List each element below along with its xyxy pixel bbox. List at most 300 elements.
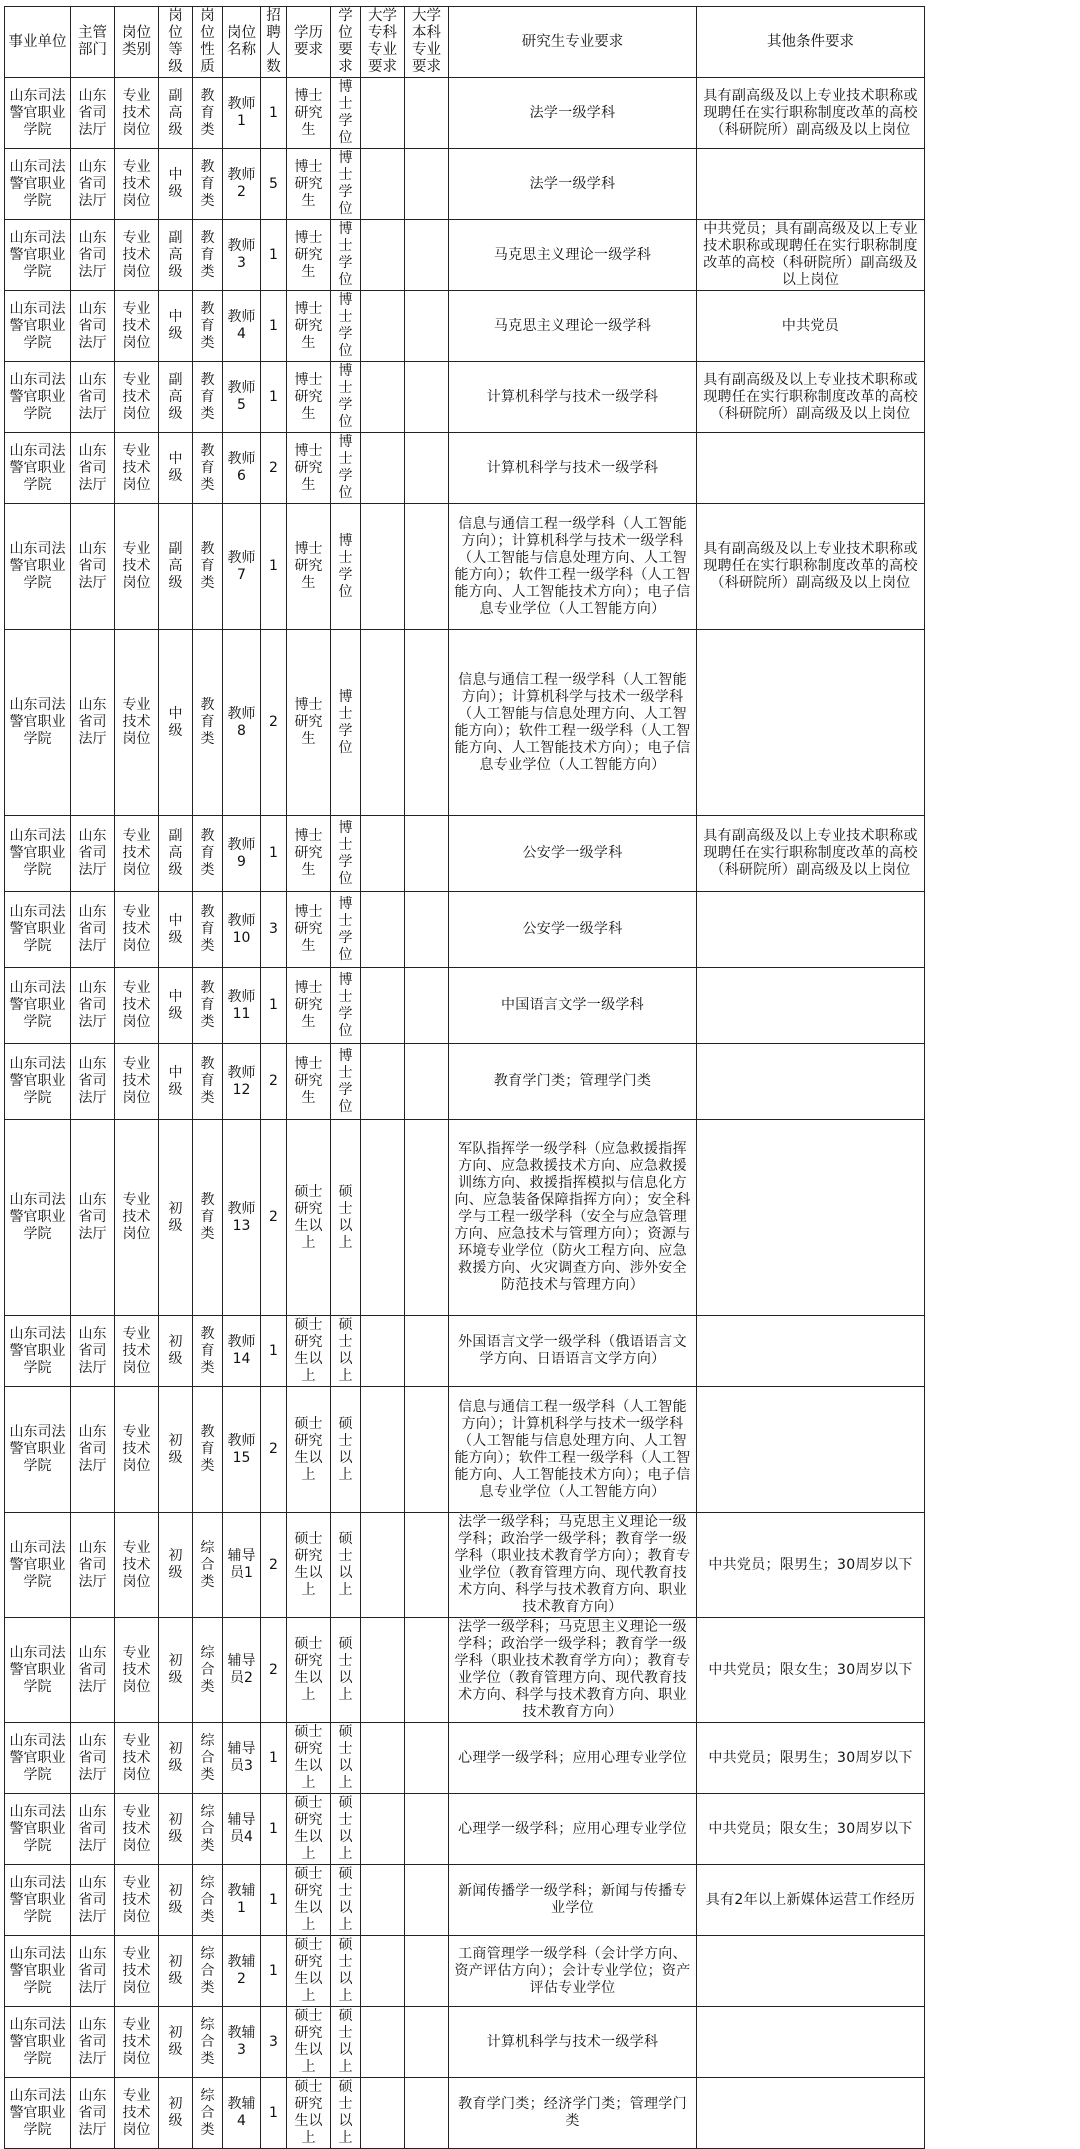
college-major-cell <box>361 2078 405 2149</box>
unit-cell: 山东司法警官职业学院 <box>5 149 71 220</box>
post-cell: 教师3 <box>223 220 261 291</box>
undergrad-major-cell <box>405 1723 449 1794</box>
unit-cell: 山东司法警官职业学院 <box>5 1936 71 2007</box>
grad-major-cell: 信息与通信工程一级学科（人工智能方向）；计算机科学与技术一级学科（人工智能与信息处理方向、人工智能方向）；软件工程一级学科（人工智能方向、人工智能技术方向）；电子信息专业学位（人工智能方向） <box>449 630 697 816</box>
count-cell: 2 <box>261 433 287 504</box>
unit-cell: 山东司法警官职业学院 <box>5 291 71 362</box>
count-cell: 1 <box>261 362 287 433</box>
college-major-cell <box>361 78 405 149</box>
table-row <box>5 504 925 630</box>
degree-cell: 硕士以上 <box>331 1120 361 1316</box>
college-major-cell <box>361 362 405 433</box>
dept-cell: 山东省司法厅 <box>71 968 115 1044</box>
other-conditions-cell <box>697 968 925 1044</box>
table-row <box>5 1044 925 1120</box>
nature-cell: 综合类 <box>193 1936 223 2007</box>
level-cell: 中级 <box>159 630 193 816</box>
post-cell: 教师4 <box>223 291 261 362</box>
nature-cell: 教育类 <box>193 816 223 892</box>
grad-major-cell: 计算机科学与技术一级学科 <box>449 2007 697 2078</box>
table-body <box>5 78 925 2149</box>
count-cell: 1 <box>261 816 287 892</box>
level-cell: 副高级 <box>159 362 193 433</box>
count-cell: 1 <box>261 291 287 362</box>
table-row <box>5 78 925 149</box>
level-cell: 初级 <box>159 2007 193 2078</box>
level-cell: 副高级 <box>159 78 193 149</box>
other-conditions-cell: 具有2年以上新媒体运营工作经历 <box>697 1865 925 1936</box>
grad-major-cell: 法学一级学科 <box>449 149 697 220</box>
grad-major-cell: 心理学一级学科；应用心理专业学位 <box>449 1794 697 1865</box>
undergrad-major-cell <box>405 816 449 892</box>
degree-cell: 硕士以上 <box>331 1513 361 1618</box>
degree-cell: 博士学位 <box>331 630 361 816</box>
dept-cell: 山东省司法厅 <box>71 504 115 630</box>
education-cell: 硕士研究生以上 <box>287 1794 331 1865</box>
category-cell: 专业技术岗位 <box>115 362 159 433</box>
dept-cell: 山东省司法厅 <box>71 816 115 892</box>
undergrad-major-cell <box>405 968 449 1044</box>
education-cell: 博士研究生 <box>287 433 331 504</box>
other-conditions-cell <box>697 2078 925 2149</box>
nature-cell: 教育类 <box>193 78 223 149</box>
post-cell: 辅导员1 <box>223 1513 261 1618</box>
education-cell: 博士研究生 <box>287 362 331 433</box>
grad-major-cell: 军队指挥学一级学科（应急救援指挥方向、应急救援技术方向、应急救援训练方向、救援指挥模拟与信息化方向、应急装备保障指挥方向）；安全科学与工程一级学科（安全与应急管理方向、应急技术与管理方向）；资源与环境专业学位（防火工程方向、应急救援方向、火灾调查方向、涉外安全防范技术与管理方向） <box>449 1120 697 1316</box>
college-major-cell <box>361 433 405 504</box>
undergrad-major-cell <box>405 1513 449 1618</box>
category-cell: 专业技术岗位 <box>115 1618 159 1723</box>
header-dept: 主管部门 <box>71 7 115 78</box>
post-cell: 辅导员2 <box>223 1618 261 1723</box>
grad-major-cell: 信息与通信工程一级学科（人工智能方向）；计算机科学与技术一级学科（人工智能与信息处理方向、人工智能方向）；软件工程一级学科（人工智能方向、人工智能技术方向）；电子信息专业学位（人工智能方向） <box>449 504 697 630</box>
count-cell: 2 <box>261 1387 287 1513</box>
header-undergrad-major: 大学本科专业要求 <box>405 7 449 78</box>
dept-cell: 山东省司法厅 <box>71 149 115 220</box>
nature-cell: 教育类 <box>193 1044 223 1120</box>
dept-cell: 山东省司法厅 <box>71 1618 115 1723</box>
grad-major-cell: 中国语言文学一级学科 <box>449 968 697 1044</box>
nature-cell: 教育类 <box>193 1120 223 1316</box>
grad-major-cell: 马克思主义理论一级学科 <box>449 220 697 291</box>
degree-cell: 博士学位 <box>331 149 361 220</box>
level-cell: 初级 <box>159 1618 193 1723</box>
education-cell: 硕士研究生以上 <box>287 1316 331 1387</box>
education-cell: 博士研究生 <box>287 78 331 149</box>
table-row <box>5 149 925 220</box>
category-cell: 专业技术岗位 <box>115 1120 159 1316</box>
nature-cell: 综合类 <box>193 1794 223 1865</box>
level-cell: 副高级 <box>159 816 193 892</box>
undergrad-major-cell <box>405 1120 449 1316</box>
table-row <box>5 968 925 1044</box>
post-cell: 教师5 <box>223 362 261 433</box>
grad-major-cell: 工商管理学一级学科（会计学方向、资产评估方向）；会计专业学位；资产评估专业学位 <box>449 1936 697 2007</box>
nature-cell: 教育类 <box>193 630 223 816</box>
education-cell: 博士研究生 <box>287 149 331 220</box>
education-cell: 博士研究生 <box>287 291 331 362</box>
table-row <box>5 1618 925 1723</box>
level-cell: 初级 <box>159 1723 193 1794</box>
degree-cell: 硕士以上 <box>331 1723 361 1794</box>
nature-cell: 教育类 <box>193 1316 223 1387</box>
category-cell: 专业技术岗位 <box>115 1794 159 1865</box>
degree-cell: 博士学位 <box>331 968 361 1044</box>
table-row <box>5 291 925 362</box>
table-row <box>5 1316 925 1387</box>
unit-cell: 山东司法警官职业学院 <box>5 630 71 816</box>
unit-cell: 山东司法警官职业学院 <box>5 1120 71 1316</box>
degree-cell: 硕士以上 <box>331 1387 361 1513</box>
unit-cell: 山东司法警官职业学院 <box>5 1387 71 1513</box>
degree-cell: 博士学位 <box>331 291 361 362</box>
level-cell: 初级 <box>159 1387 193 1513</box>
dept-cell: 山东省司法厅 <box>71 2078 115 2149</box>
level-cell: 中级 <box>159 1044 193 1120</box>
grad-major-cell: 外国语言文学一级学科（俄语语言文学方向、日语语言文学方向） <box>449 1316 697 1387</box>
category-cell: 专业技术岗位 <box>115 220 159 291</box>
table-row <box>5 1387 925 1513</box>
education-cell: 博士研究生 <box>287 1044 331 1120</box>
level-cell: 副高级 <box>159 220 193 291</box>
dept-cell: 山东省司法厅 <box>71 2007 115 2078</box>
college-major-cell <box>361 1044 405 1120</box>
unit-cell: 山东司法警官职业学院 <box>5 1316 71 1387</box>
category-cell: 专业技术岗位 <box>115 968 159 1044</box>
other-conditions-cell <box>697 1316 925 1387</box>
undergrad-major-cell <box>405 1044 449 1120</box>
education-cell: 博士研究生 <box>287 816 331 892</box>
post-cell: 教师14 <box>223 1316 261 1387</box>
education-cell: 博士研究生 <box>287 630 331 816</box>
college-major-cell <box>361 1513 405 1618</box>
degree-cell: 博士学位 <box>331 892 361 968</box>
nature-cell: 教育类 <box>193 362 223 433</box>
other-conditions-cell: 中共党员；限女生；30周岁以下 <box>697 1794 925 1865</box>
dept-cell: 山东省司法厅 <box>71 1316 115 1387</box>
degree-cell: 博士学位 <box>331 433 361 504</box>
dept-cell: 山东省司法厅 <box>71 1794 115 1865</box>
degree-cell: 硕士以上 <box>331 2007 361 2078</box>
category-cell: 专业技术岗位 <box>115 2078 159 2149</box>
count-cell: 2 <box>261 1618 287 1723</box>
post-cell: 教辅1 <box>223 1865 261 1936</box>
dept-cell: 山东省司法厅 <box>71 1513 115 1618</box>
post-cell: 教师2 <box>223 149 261 220</box>
degree-cell: 硕士以上 <box>331 1865 361 1936</box>
unit-cell: 山东司法警官职业学院 <box>5 1513 71 1618</box>
count-cell: 2 <box>261 630 287 816</box>
header-post: 岗位名称 <box>223 7 261 78</box>
education-cell: 硕士研究生以上 <box>287 1723 331 1794</box>
nature-cell: 教育类 <box>193 149 223 220</box>
college-major-cell <box>361 1120 405 1316</box>
post-cell: 辅导员4 <box>223 1794 261 1865</box>
unit-cell: 山东司法警官职业学院 <box>5 1618 71 1723</box>
table-row <box>5 816 925 892</box>
unit-cell: 山东司法警官职业学院 <box>5 1723 71 1794</box>
education-cell: 博士研究生 <box>287 892 331 968</box>
other-conditions-cell: 中共党员；限男生；30周岁以下 <box>697 1513 925 1618</box>
unit-cell: 山东司法警官职业学院 <box>5 2007 71 2078</box>
table-row <box>5 1513 925 1618</box>
nature-cell: 教育类 <box>193 892 223 968</box>
header-count: 招聘人数 <box>261 7 287 78</box>
count-cell: 1 <box>261 1794 287 1865</box>
grad-major-cell: 教育学门类；管理学门类 <box>449 1044 697 1120</box>
header-category: 岗位类别 <box>115 7 159 78</box>
other-conditions-cell <box>697 433 925 504</box>
unit-cell: 山东司法警官职业学院 <box>5 1865 71 1936</box>
other-conditions-cell <box>697 630 925 816</box>
grad-major-cell: 法学一级学科；马克思主义理论一级学科；政治学一级学科；教育学一级学科（职业技术教育学方向）；教育专业学位（教育管理方向、现代教育技术方向、科学与技术教育方向、职业技术教育方向） <box>449 1618 697 1723</box>
dept-cell: 山东省司法厅 <box>71 1044 115 1120</box>
table-row <box>5 892 925 968</box>
unit-cell: 山东司法警官职业学院 <box>5 2078 71 2149</box>
header-unit: 事业单位 <box>5 7 71 78</box>
level-cell: 中级 <box>159 433 193 504</box>
count-cell: 1 <box>261 504 287 630</box>
post-cell: 教师12 <box>223 1044 261 1120</box>
unit-cell: 山东司法警官职业学院 <box>5 968 71 1044</box>
nature-cell: 教育类 <box>193 968 223 1044</box>
other-conditions-cell: 具有副高级及以上专业技术职称或现聘任在实行职称制度改革的高校（科研院所）副高级及以上岗位 <box>697 504 925 630</box>
grad-major-cell: 新闻传播学一级学科；新闻与传播专业学位 <box>449 1865 697 1936</box>
nature-cell: 综合类 <box>193 1618 223 1723</box>
college-major-cell <box>361 630 405 816</box>
level-cell: 中级 <box>159 291 193 362</box>
nature-cell: 教育类 <box>193 433 223 504</box>
level-cell: 初级 <box>159 1120 193 1316</box>
other-conditions-cell: 中共党员；具有副高级及以上专业技术职称或现聘任在实行职称制度改革的高校（科研院所）副高级及以上岗位 <box>697 220 925 291</box>
recruitment-table <box>4 6 925 2149</box>
dept-cell: 山东省司法厅 <box>71 1120 115 1316</box>
dept-cell: 山东省司法厅 <box>71 1936 115 2007</box>
other-conditions-cell <box>697 1120 925 1316</box>
post-cell: 教师1 <box>223 78 261 149</box>
education-cell: 硕士研究生以上 <box>287 2078 331 2149</box>
degree-cell: 博士学位 <box>331 362 361 433</box>
unit-cell: 山东司法警官职业学院 <box>5 1794 71 1865</box>
education-cell: 硕士研究生以上 <box>287 1387 331 1513</box>
other-conditions-cell <box>697 892 925 968</box>
grad-major-cell: 公安学一级学科 <box>449 816 697 892</box>
degree-cell: 博士学位 <box>331 78 361 149</box>
unit-cell: 山东司法警官职业学院 <box>5 362 71 433</box>
header-college-major: 大学专科专业要求 <box>361 7 405 78</box>
other-conditions-cell: 中共党员；限男生；30周岁以下 <box>697 1723 925 1794</box>
post-cell: 教师7 <box>223 504 261 630</box>
dept-cell: 山东省司法厅 <box>71 1865 115 1936</box>
undergrad-major-cell <box>405 433 449 504</box>
category-cell: 专业技术岗位 <box>115 1513 159 1618</box>
education-cell: 硕士研究生以上 <box>287 1513 331 1618</box>
other-conditions-cell: 具有副高级及以上专业技术职称或现聘任在实行职称制度改革的高校（科研院所）副高级及以上岗位 <box>697 816 925 892</box>
undergrad-major-cell <box>405 1865 449 1936</box>
college-major-cell <box>361 1936 405 2007</box>
category-cell: 专业技术岗位 <box>115 291 159 362</box>
count-cell: 1 <box>261 78 287 149</box>
undergrad-major-cell <box>405 1618 449 1723</box>
dept-cell: 山东省司法厅 <box>71 220 115 291</box>
category-cell: 专业技术岗位 <box>115 2007 159 2078</box>
level-cell: 初级 <box>159 1316 193 1387</box>
count-cell: 3 <box>261 892 287 968</box>
degree-cell: 硕士以上 <box>331 1794 361 1865</box>
college-major-cell <box>361 892 405 968</box>
degree-cell: 博士学位 <box>331 1044 361 1120</box>
degree-cell: 博士学位 <box>331 816 361 892</box>
level-cell: 中级 <box>159 968 193 1044</box>
category-cell: 专业技术岗位 <box>115 433 159 504</box>
other-conditions-cell <box>697 149 925 220</box>
undergrad-major-cell <box>405 362 449 433</box>
grad-major-cell: 计算机科学与技术一级学科 <box>449 362 697 433</box>
unit-cell: 山东司法警官职业学院 <box>5 892 71 968</box>
nature-cell: 教育类 <box>193 291 223 362</box>
grad-major-cell: 计算机科学与技术一级学科 <box>449 433 697 504</box>
level-cell: 初级 <box>159 1936 193 2007</box>
undergrad-major-cell <box>405 2007 449 2078</box>
undergrad-major-cell <box>405 2078 449 2149</box>
college-major-cell <box>361 1316 405 1387</box>
count-cell: 1 <box>261 968 287 1044</box>
post-cell: 教师8 <box>223 630 261 816</box>
dept-cell: 山东省司法厅 <box>71 291 115 362</box>
nature-cell: 教育类 <box>193 504 223 630</box>
post-cell: 辅导员3 <box>223 1723 261 1794</box>
education-cell: 硕士研究生以上 <box>287 1120 331 1316</box>
nature-cell: 综合类 <box>193 1513 223 1618</box>
college-major-cell <box>361 1794 405 1865</box>
nature-cell: 综合类 <box>193 2078 223 2149</box>
grad-major-cell: 心理学一级学科；应用心理专业学位 <box>449 1723 697 1794</box>
education-cell: 硕士研究生以上 <box>287 1865 331 1936</box>
header-education: 学历要求 <box>287 7 331 78</box>
table-row <box>5 2078 925 2149</box>
count-cell: 1 <box>261 1723 287 1794</box>
post-cell: 教师9 <box>223 816 261 892</box>
post-cell: 教师6 <box>223 433 261 504</box>
category-cell: 专业技术岗位 <box>115 630 159 816</box>
grad-major-cell: 公安学一级学科 <box>449 892 697 968</box>
dept-cell: 山东省司法厅 <box>71 892 115 968</box>
dept-cell: 山东省司法厅 <box>71 362 115 433</box>
count-cell: 1 <box>261 1865 287 1936</box>
level-cell: 初级 <box>159 1513 193 1618</box>
dept-cell: 山东省司法厅 <box>71 1387 115 1513</box>
category-cell: 专业技术岗位 <box>115 892 159 968</box>
other-conditions-cell: 中共党员；限女生；30周岁以下 <box>697 1618 925 1723</box>
dept-cell: 山东省司法厅 <box>71 1723 115 1794</box>
undergrad-major-cell <box>405 630 449 816</box>
unit-cell: 山东司法警官职业学院 <box>5 78 71 149</box>
category-cell: 专业技术岗位 <box>115 1865 159 1936</box>
undergrad-major-cell <box>405 1387 449 1513</box>
post-cell: 教师13 <box>223 1120 261 1316</box>
category-cell: 专业技术岗位 <box>115 504 159 630</box>
college-major-cell <box>361 968 405 1044</box>
recruitment-table-wrapper <box>4 6 925 2149</box>
other-conditions-cell <box>697 2007 925 2078</box>
table-row <box>5 433 925 504</box>
table-row <box>5 1794 925 1865</box>
grad-major-cell: 教育学门类；经济学门类；管理学门类 <box>449 2078 697 2149</box>
education-cell: 博士研究生 <box>287 968 331 1044</box>
count-cell: 1 <box>261 1316 287 1387</box>
nature-cell: 综合类 <box>193 1865 223 1936</box>
undergrad-major-cell <box>405 1316 449 1387</box>
table-row <box>5 1936 925 2007</box>
post-cell: 教辅3 <box>223 2007 261 2078</box>
other-conditions-cell <box>697 1387 925 1513</box>
count-cell: 2 <box>261 1120 287 1316</box>
table-row <box>5 1120 925 1316</box>
other-conditions-cell: 具有副高级及以上专业技术职称或现聘任在实行职称制度改革的高校（科研院所）副高级及以上岗位 <box>697 362 925 433</box>
college-major-cell <box>361 816 405 892</box>
nature-cell: 综合类 <box>193 2007 223 2078</box>
table-row <box>5 1723 925 1794</box>
level-cell: 初级 <box>159 1794 193 1865</box>
undergrad-major-cell <box>405 1794 449 1865</box>
category-cell: 专业技术岗位 <box>115 1936 159 2007</box>
undergrad-major-cell <box>405 78 449 149</box>
other-conditions-cell <box>697 1044 925 1120</box>
college-major-cell <box>361 2007 405 2078</box>
degree-cell: 硕士以上 <box>331 1618 361 1723</box>
category-cell: 专业技术岗位 <box>115 1723 159 1794</box>
grad-major-cell: 法学一级学科；马克思主义理论一级学科；政治学一级学科；教育学一级学科（职业技术教育学方向）；教育专业学位（教育管理方向、现代教育技术方向、科学与技术教育方向、职业技术教育方向） <box>449 1513 697 1618</box>
count-cell: 5 <box>261 149 287 220</box>
category-cell: 专业技术岗位 <box>115 78 159 149</box>
degree-cell: 硕士以上 <box>331 2078 361 2149</box>
header-degree: 学位要求 <box>331 7 361 78</box>
nature-cell: 综合类 <box>193 1723 223 1794</box>
undergrad-major-cell <box>405 504 449 630</box>
dept-cell: 山东省司法厅 <box>71 433 115 504</box>
education-cell: 硕士研究生以上 <box>287 1936 331 2007</box>
dept-cell: 山东省司法厅 <box>71 630 115 816</box>
undergrad-major-cell <box>405 1936 449 2007</box>
unit-cell: 山东司法警官职业学院 <box>5 1044 71 1120</box>
count-cell: 3 <box>261 2007 287 2078</box>
college-major-cell <box>361 220 405 291</box>
table-row <box>5 630 925 816</box>
level-cell: 副高级 <box>159 504 193 630</box>
other-conditions-cell: 中共党员 <box>697 291 925 362</box>
degree-cell: 硕士以上 <box>331 1316 361 1387</box>
level-cell: 中级 <box>159 149 193 220</box>
undergrad-major-cell <box>405 892 449 968</box>
college-major-cell <box>361 291 405 362</box>
category-cell: 专业技术岗位 <box>115 1387 159 1513</box>
grad-major-cell: 法学一级学科 <box>449 78 697 149</box>
unit-cell: 山东司法警官职业学院 <box>5 504 71 630</box>
grad-major-cell: 信息与通信工程一级学科（人工智能方向）；计算机科学与技术一级学科（人工智能与信息处理方向、人工智能方向）；软件工程一级学科（人工智能方向、人工智能技术方向）；电子信息专业学位（人工智能方向） <box>449 1387 697 1513</box>
post-cell: 教师10 <box>223 892 261 968</box>
degree-cell: 博士学位 <box>331 504 361 630</box>
header-nature: 岗位性质 <box>193 7 223 78</box>
header-other: 其他条件要求 <box>697 7 925 78</box>
post-cell: 教辅2 <box>223 1936 261 2007</box>
count-cell: 1 <box>261 2078 287 2149</box>
table-row <box>5 2007 925 2078</box>
college-major-cell <box>361 1618 405 1723</box>
college-major-cell <box>361 149 405 220</box>
degree-cell: 博士学位 <box>331 220 361 291</box>
education-cell: 硕士研究生以上 <box>287 1618 331 1723</box>
college-major-cell <box>361 1723 405 1794</box>
